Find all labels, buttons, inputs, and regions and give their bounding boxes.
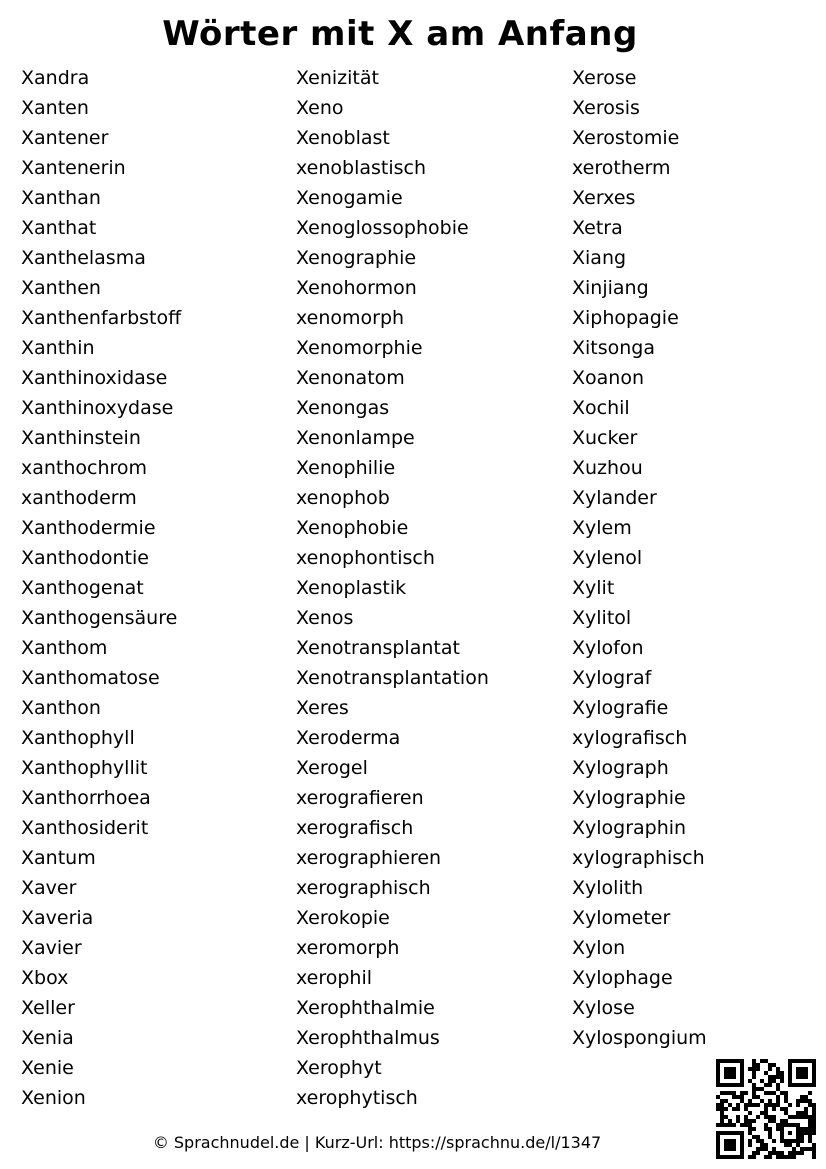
word-item: Xylitol xyxy=(572,607,632,629)
word-item: Xanthophyllit xyxy=(21,757,148,779)
word-item: xerografisch xyxy=(296,817,414,839)
word-item: Xylograf xyxy=(572,667,652,689)
word-item: Xaver xyxy=(21,877,77,899)
word-item: Xetra xyxy=(572,217,623,239)
word-item: Xylit xyxy=(572,577,615,599)
word-item: Xenia xyxy=(21,1027,74,1049)
word-item: Xanthin xyxy=(21,337,95,359)
word-item: Xeno xyxy=(296,97,344,119)
word-item: xanthoderm xyxy=(21,487,137,509)
word-item: Xinjiang xyxy=(572,277,649,299)
word-item: Xylem xyxy=(572,517,632,539)
word-item: Xylometer xyxy=(572,907,671,929)
word-item: xylografisch xyxy=(572,727,688,749)
word-item: Xerxes xyxy=(572,187,636,209)
word-item: Xylander xyxy=(572,487,657,509)
word-item: Xanthelasma xyxy=(21,247,146,269)
word-item: Xenophilie xyxy=(296,457,396,479)
word-item: Xenoblast xyxy=(296,127,390,149)
word-item: Xandra xyxy=(21,67,90,89)
word-item: Xenographie xyxy=(296,247,417,269)
word-item: Xbox xyxy=(21,967,69,989)
word-item: Xanthom xyxy=(21,637,108,659)
word-item: Xylenol xyxy=(572,547,643,569)
word-column-1 xyxy=(21,63,181,1113)
word-item: Xeres xyxy=(296,697,349,719)
word-item: Xylografie xyxy=(572,697,669,719)
word-item: Xerostomie xyxy=(572,127,680,149)
word-item: Xerophthalmie xyxy=(296,997,435,1019)
word-item: Xucker xyxy=(572,427,638,449)
word-item: Xochil xyxy=(572,397,630,419)
word-item: Xylophage xyxy=(572,967,673,989)
word-item: Xitsonga xyxy=(572,337,656,359)
word-item: xerografieren xyxy=(296,787,424,809)
word-item: Xeroderma xyxy=(296,727,401,749)
footer-credit: © Sprachnudel.de | Kurz-Url: https://sprachnu.de/l/1347 xyxy=(152,1133,602,1152)
word-item: Xylose xyxy=(572,997,635,1019)
word-item: Xylofon xyxy=(572,637,644,659)
word-item: xerophytisch xyxy=(296,1087,418,1109)
word-item: Xenomorphie xyxy=(296,337,423,359)
word-item: Xerophthalmus xyxy=(296,1027,440,1049)
word-item: xeromorph xyxy=(296,937,400,959)
word-item: Xenotransplantat xyxy=(296,637,460,659)
word-item: Xaveria xyxy=(21,907,94,929)
word-item: Xenotransplantation xyxy=(296,667,489,689)
word-item: Xenion xyxy=(21,1087,86,1109)
word-item: Xanthen xyxy=(21,277,101,299)
word-item: Xanthat xyxy=(21,217,97,239)
word-item: Xylon xyxy=(572,937,626,959)
word-item: Xanthomatose xyxy=(21,667,160,689)
word-item: Xanthenfarbstoff xyxy=(21,307,182,329)
word-item: Xantum xyxy=(21,847,96,869)
word-item: xerotherm xyxy=(572,157,671,179)
word-item: Xerogel xyxy=(296,757,368,779)
word-item: xylographisch xyxy=(572,847,705,869)
word-item: Xerophyt xyxy=(296,1057,382,1079)
word-item: Xenophobie xyxy=(296,517,409,539)
word-item: xerographieren xyxy=(296,847,442,869)
word-item: Xenogamie xyxy=(296,187,403,209)
word-item: Xerosis xyxy=(572,97,640,119)
word-item: Xenizität xyxy=(296,67,379,89)
word-item: Xylographin xyxy=(572,817,687,839)
word-item: Xiphopagie xyxy=(572,307,679,329)
word-item: Xuzhou xyxy=(572,457,643,479)
word-item: Xylolith xyxy=(572,877,644,899)
word-item: xenophob xyxy=(296,487,390,509)
word-column-3 xyxy=(572,63,707,1053)
word-item: Xenohormon xyxy=(296,277,417,299)
word-item: xenophontisch xyxy=(296,547,435,569)
word-item: Xeller xyxy=(21,997,75,1019)
word-item: Xanthan xyxy=(21,187,101,209)
word-item: Xanthosiderit xyxy=(21,817,149,839)
word-item: Xavier xyxy=(21,937,82,959)
word-item: Xanthon xyxy=(21,697,101,719)
word-item: xenoblastisch xyxy=(296,157,427,179)
word-item: Xerose xyxy=(572,67,637,89)
word-item: Xanthogenat xyxy=(21,577,144,599)
word-item: Xanthogensäure xyxy=(21,607,178,629)
word-item: Xanthorrhoea xyxy=(21,787,151,809)
word-item: Xantenerin xyxy=(21,157,126,179)
word-item: Xenie xyxy=(21,1057,74,1079)
word-column-2 xyxy=(296,63,489,1113)
word-item: Xanthinoxidase xyxy=(21,367,168,389)
word-item: xenomorph xyxy=(296,307,405,329)
word-item: Xenos xyxy=(296,607,354,629)
word-item: Xylographie xyxy=(572,787,686,809)
word-item: Xoanon xyxy=(572,367,644,389)
word-item: Xantener xyxy=(21,127,109,149)
word-item: xanthochrom xyxy=(21,457,148,479)
word-item: Xanthinstein xyxy=(21,427,141,449)
word-item: Xenonlampe xyxy=(296,427,415,449)
word-item: Xerokopie xyxy=(296,907,390,929)
word-item: Xanthodontie xyxy=(21,547,149,569)
page-title: Wörter mit X am Anfang xyxy=(162,14,638,54)
word-item: Xanten xyxy=(21,97,89,119)
word-item: Xylospongium xyxy=(572,1027,707,1049)
word-item: Xanthophyll xyxy=(21,727,135,749)
word-item: xerophil xyxy=(296,967,373,989)
word-item: Xanthodermie xyxy=(21,517,156,539)
word-item: xerographisch xyxy=(296,877,431,899)
word-item: Xiang xyxy=(572,247,627,269)
word-item: Xylograph xyxy=(572,757,669,779)
word-item: Xenoplastik xyxy=(296,577,407,599)
word-item: Xanthinoxydase xyxy=(21,397,174,419)
word-item: Xenonatom xyxy=(296,367,405,389)
word-item: Xenongas xyxy=(296,397,390,419)
word-item: Xenoglossophobie xyxy=(296,217,469,239)
